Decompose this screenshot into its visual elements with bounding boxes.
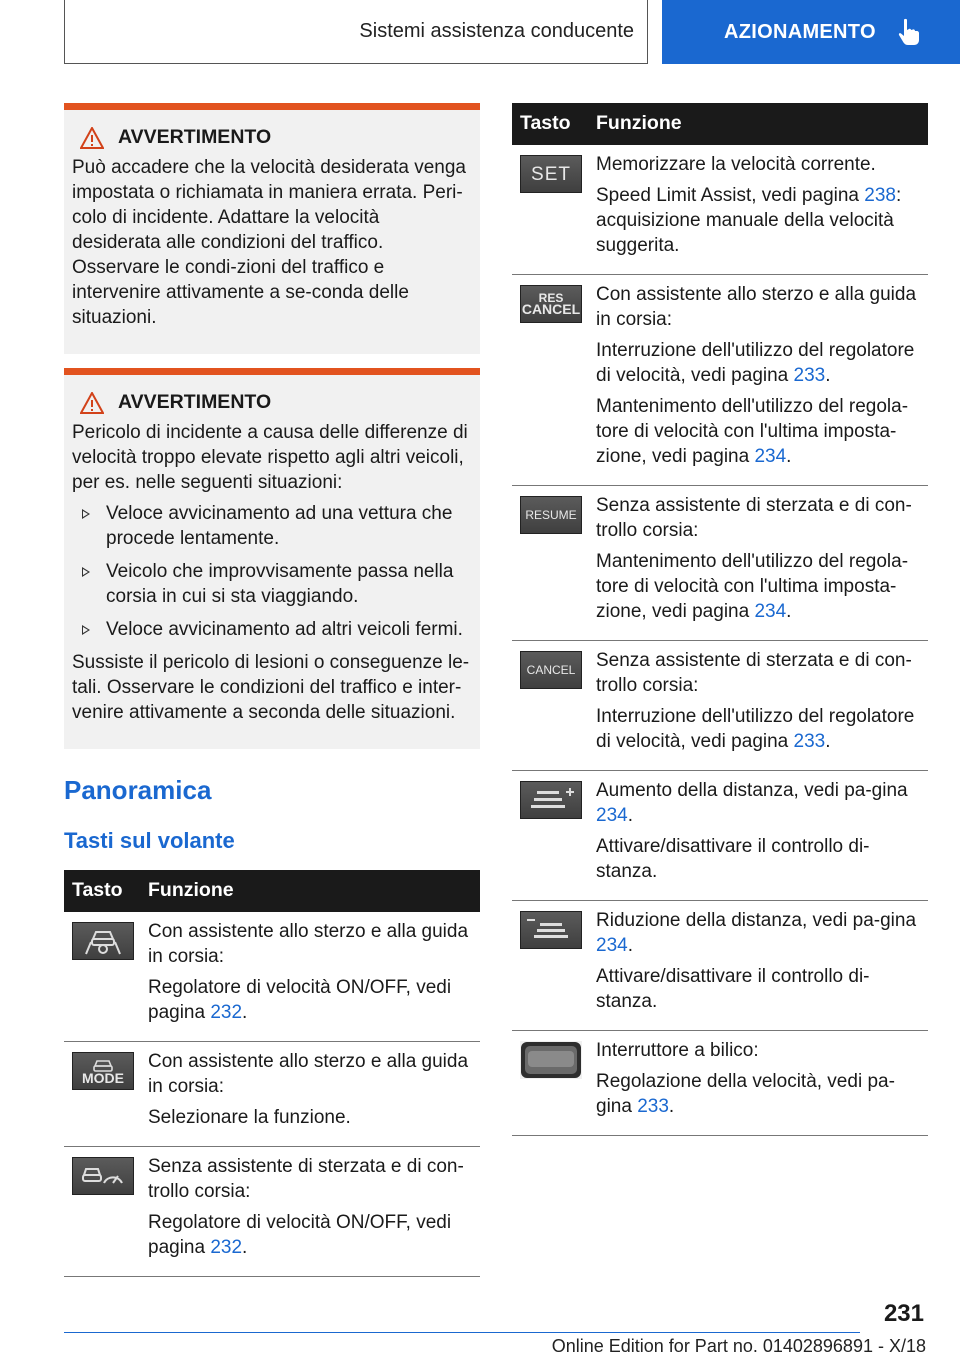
column-header-key: Tasto: [64, 870, 140, 912]
buttons-table-right: [512, 103, 928, 1136]
cruise-control-icon: [72, 1157, 134, 1195]
page-link[interactable]: 238: [864, 185, 896, 206]
page-number: 231: [883, 1300, 924, 1327]
page-link[interactable]: 234: [754, 601, 787, 622]
warning-title: AVVERTIMENTO: [118, 126, 272, 148]
table-row: Riduzione della distanza, vedi pa-gina 234. Attivare/disattivare il controllo di-stanza.: [512, 901, 928, 1031]
table-row: RESUME Senza assistente di sterzata e di con-trollo corsia: Mantenimento dell'utilizzo del regola-tore di velocità con l'ultima imposta-zione, vedi pagina 234.: [512, 486, 928, 641]
page-link[interactable]: 232: [210, 1237, 243, 1258]
left-column: [64, 103, 480, 1277]
warning-box-2: [64, 368, 480, 749]
header-section-title: Sistemi assistenza conducente: [359, 20, 634, 42]
page-link[interactable]: 234: [596, 805, 628, 826]
buttons-table-left: [64, 870, 480, 1277]
right-column: [512, 103, 928, 1136]
warning-triangle-icon: [80, 127, 104, 149]
bullet-triangle-icon: [82, 509, 90, 519]
cancel-button-icon: CANCEL: [520, 651, 582, 689]
warning-triangle-icon: [80, 392, 104, 414]
subsection-title: Tasti sul volante: [64, 828, 235, 853]
bullet-triangle-icon: [82, 567, 90, 577]
table-row: MODE Con assistente allo sterzo e alla guida in corsia: Selezionare la funzione.: [64, 1042, 480, 1147]
set-button-icon: SET: [520, 155, 582, 193]
page-link[interactable]: 233: [637, 1096, 669, 1117]
warning-box-1: [64, 103, 480, 354]
column-header-key: Tasto: [512, 103, 588, 145]
column-header-function: Funzione: [140, 870, 480, 912]
table-row: Interruttore a bilico: Regolazione della velocità, vedi pa-gina 233.: [512, 1031, 928, 1136]
mode-button-icon: MODE: [72, 1052, 134, 1090]
page-link[interactable]: 234: [596, 935, 628, 956]
column-header-function: Funzione: [588, 103, 928, 145]
list-item: Veloce avvicinamento ad una vettura che procede lentamente.: [82, 501, 472, 551]
table-header-row: [64, 870, 480, 912]
page-link[interactable]: 233: [793, 365, 826, 386]
resume-button-icon: RESUME: [520, 496, 582, 534]
distance-decrease-icon: [520, 911, 582, 949]
header-section: [64, 0, 648, 64]
warning-text: Può accadere che la velocità desiderata venga impostata o richiamata in maniera errata. Peri-colo di incidente. Adattare la velocità desiderata alle condizioni del traffico. Osservare le condi-zioni del traffico e intervenire attivamente a se-conda delle situazioni.: [72, 157, 466, 328]
distance-increase-icon: [520, 781, 582, 819]
table-row: Aumento della distanza, vedi pa-gina 234. Attivare/disattivare il controllo di-stanza.: [512, 771, 928, 901]
header-chapter[interactable]: [662, 0, 960, 64]
section-title: Panoramica: [64, 775, 212, 805]
warning-list: [72, 501, 472, 642]
warning-intro: Pericolo di incidente a causa delle differenze di velocità troppo elevate rispetto agli altri veicoli, per es. nelle seguenti situazioni:: [72, 422, 468, 493]
rocker-switch-icon: [520, 1041, 582, 1079]
table-row: Con assistente allo sterzo e alla guida in corsia: Regolatore di velocità ON/OFF, vedi pagina 232.: [64, 912, 480, 1042]
page-link[interactable]: 233: [793, 731, 826, 752]
table-row: SET Memorizzare la velocità corrente. Speed Limit Assist, vedi pagina 238: acquisizione manuale della velocità suggerita.: [512, 145, 928, 275]
bullet-triangle-icon: [82, 625, 90, 635]
table-row: Senza assistente di sterzata e di con-trollo corsia: Regolatore di velocità ON/OFF, vedi pagina 232.: [64, 1147, 480, 1277]
warning-outro: Sussiste il pericolo di lesioni o conseguenze le-tali. Osservare le condizioni del traffico e inter-venire attivamente a seconda delle situazioni.: [72, 652, 470, 723]
page-link[interactable]: 234: [754, 446, 787, 467]
list-item: Veloce avvicinamento ad altri veicoli fermi.: [82, 617, 472, 642]
table-row: RES CANCEL Con assistente allo sterzo e alla guida in corsia: Interruzione dell'utilizzo del regolatore di velocità, vedi pagina 233. Mantenimento dell'utilizzo del regola-tore di velocità con l'ultima imposta-zione, vedi pagina 234.: [512, 275, 928, 486]
table-header-row: [512, 103, 928, 145]
lane-assist-steering-icon: [72, 922, 134, 960]
table-row: CANCEL Senza assistente di sterzata e di con-trollo corsia: Interruzione dell'utilizzo del regolatore di velocità, vedi pagina 233.: [512, 641, 928, 771]
footer-edition: Online Edition for Part no. 01402896891 - X/18: [551, 1336, 926, 1356]
list-item: Veicolo che improvvisamente passa nella corsia in cui si sta viaggiando.: [82, 559, 472, 609]
pointing-hand-icon: [898, 18, 920, 46]
footer-divider: [64, 1332, 860, 1333]
page-link[interactable]: 232: [210, 1002, 243, 1023]
header-chapter-title: AZIONAMENTO: [724, 20, 876, 43]
res-cancel-button-icon: RES CANCEL: [520, 285, 582, 323]
warning-title: AVVERTIMENTO: [118, 391, 272, 413]
